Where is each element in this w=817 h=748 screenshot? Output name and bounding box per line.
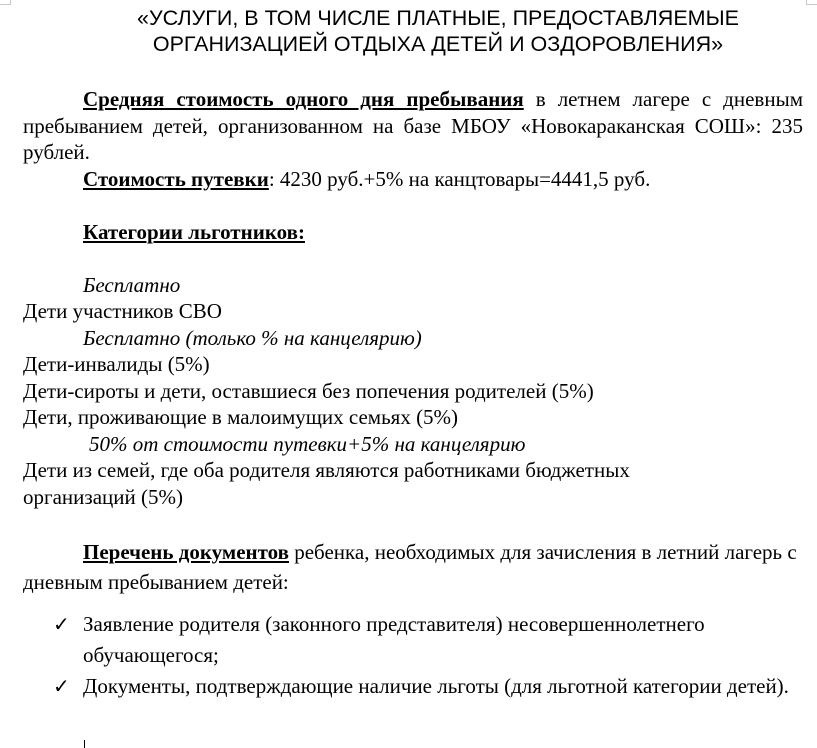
documents-paragraph [23, 537, 803, 597]
free-stationery-item: Дети-сироты и дети, оставшиеся без попечения родителей (5%) [23, 378, 594, 403]
page-corner-mark-right [806, 0, 817, 5]
free-stationery-item: Дети, проживающие в малоимущих семьях (5%) [23, 405, 459, 429]
text-cursor [84, 740, 85, 748]
document-page [23, 5, 803, 702]
free-stationery-item: Дети-инвалиды (5%) [23, 352, 210, 376]
categories-heading-text: Категории льготников: [83, 219, 305, 244]
list-item [23, 609, 803, 671]
cost-paragraph [23, 86, 803, 166]
free-stationery-category-label: Бесплатно (только % на канцелярию) [83, 325, 422, 350]
document-item-text: Заявление родителя (законного представителя) несовершеннолетнего обучающегося; [83, 611, 705, 667]
title-line-2: ОРГАНИЗАЦИЕЙ ОТДЫХА ДЕТЕЙ И ОЗДОРОВЛЕНИЯ» [152, 32, 724, 56]
documents-label: Перечень документов [83, 539, 289, 564]
document-title [23, 5, 803, 57]
voucher-paragraph [23, 166, 803, 193]
categories-heading [23, 219, 803, 246]
half-price-item: Дети из семей, где оба родителя являются работниками бюджетных организаций (5%) [23, 458, 630, 509]
checkmark-icon: ✓ [53, 673, 70, 698]
cost-text: в летнем лагере с дневным пребыванием детей, организованном на базе МБОУ «Новокараканская СОШ»: 235 рублей. [23, 87, 803, 164]
documents-list [23, 609, 803, 702]
cost-label: Средняя стоимость одного дня пребывания [83, 87, 524, 111]
half-price-category-label: 50% от стоимости путевки+5% на канцелярию [89, 431, 526, 456]
document-item-text: Документы, подтверждающие наличие льготы (для льготной категории детей). [83, 673, 789, 698]
free-category-label: Бесплатно [83, 272, 181, 297]
documents-text: ребенка, необходимых для зачисления в летний лагерь с дневным пребыванием детей: [23, 539, 797, 594]
voucher-label: Стоимость путевки [83, 166, 269, 191]
page-corner-mark-left [0, 0, 11, 5]
checkmark-icon: ✓ [53, 611, 70, 636]
free-item: Дети участников СВО [23, 299, 222, 323]
voucher-text: : 4230 руб.+5% на канцтовары=4441,5 руб. [268, 166, 651, 191]
title-line-1: «УСЛУГИ, В ТОМ ЧИСЛЕ ПЛАТНЫЕ, ПРЕДОСТАВЛЯЕМЫЕ [137, 6, 739, 30]
list-item [23, 671, 803, 702]
